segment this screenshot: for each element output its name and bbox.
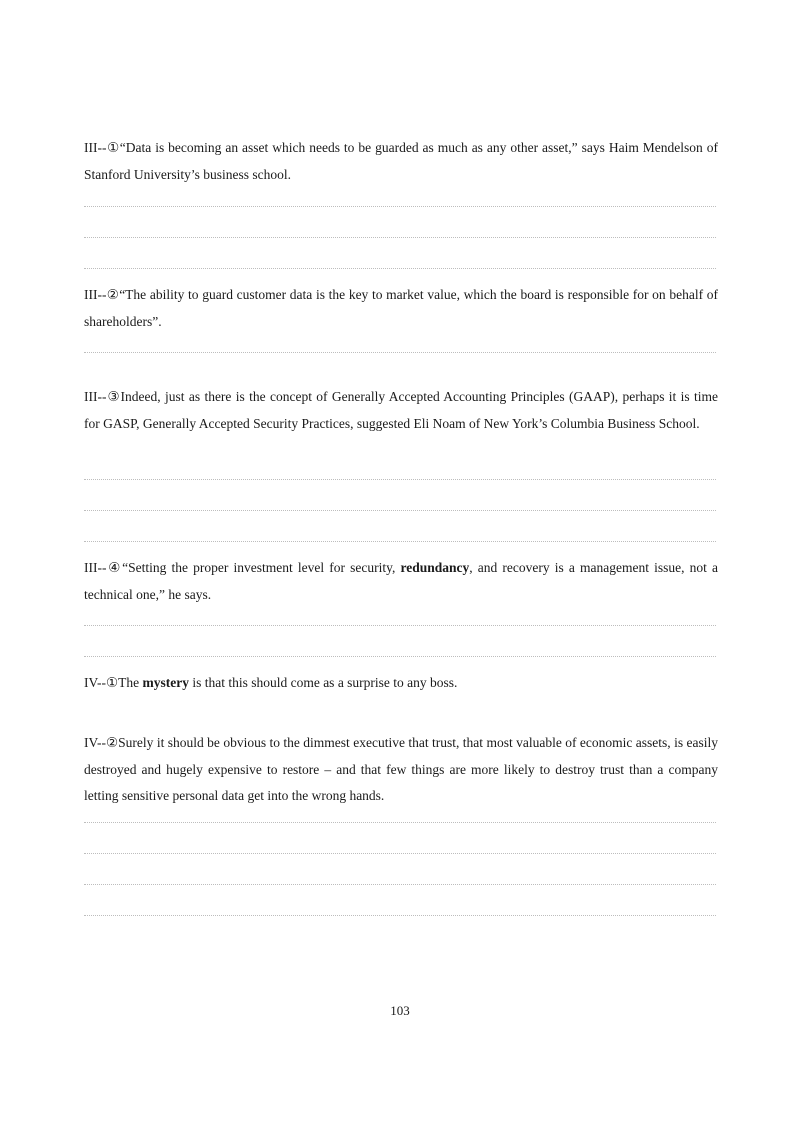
paragraph-iv-2 bbox=[84, 730, 718, 810]
writing-line bbox=[84, 510, 716, 511]
writing-line bbox=[84, 822, 716, 823]
writing-line bbox=[84, 479, 716, 480]
paragraph-iii-1 bbox=[84, 135, 718, 188]
writing-line bbox=[84, 625, 716, 626]
paragraph-iii-4 bbox=[84, 555, 718, 608]
writing-line bbox=[84, 656, 716, 657]
text-segment: is that this should come as a surprise to any boss. bbox=[188, 675, 458, 690]
text-segment: III--③Indeed, just as there is the concept of Generally Accepted Accounting Principles (GAAP), perhaps it is time for GASP, Generally Accepted Security Practices, suggested Eli Noam of New York’s Columbia Business School. bbox=[84, 389, 718, 431]
paragraph-iv-1 bbox=[84, 670, 718, 697]
text-segment: , and recovery is a management issue, not a technical one,” he says. bbox=[84, 560, 718, 602]
paragraph-iii-2 bbox=[84, 282, 718, 335]
page-number: 103 bbox=[390, 1003, 410, 1018]
writing-line bbox=[84, 915, 716, 916]
text-segment: III--②“The ability to guard customer data is the key to market value, which the board is responsible for on behalf of shareholders”. bbox=[84, 287, 718, 329]
text-segment: III--①“Data is becoming an asset which needs to be guarded as much as any other asset,” says Haim Mendelson of Stanford University’s business school. bbox=[84, 140, 718, 182]
text-segment: IV--①The bbox=[84, 675, 143, 690]
writing-line bbox=[84, 206, 716, 207]
writing-line bbox=[84, 352, 716, 353]
text-segment: III--④“Setting the proper investment level for security, bbox=[84, 560, 401, 575]
writing-line bbox=[84, 268, 716, 269]
paragraph-iii-3 bbox=[84, 384, 718, 437]
keyword-mystery: mystery bbox=[142, 675, 189, 690]
writing-line bbox=[84, 853, 716, 854]
text-segment: IV--②Surely it should be obvious to the dimmest executive that trust, that most valuable of economic assets, is easily destroyed and hugely expensive to restore – and that few things are more likely to destroy trust than a company letting sensitive personal data get into the wrong hands. bbox=[84, 735, 718, 803]
keyword-redundancy: redundancy bbox=[400, 560, 470, 575]
writing-line bbox=[84, 541, 716, 542]
writing-line bbox=[84, 237, 716, 238]
writing-line bbox=[84, 884, 716, 885]
